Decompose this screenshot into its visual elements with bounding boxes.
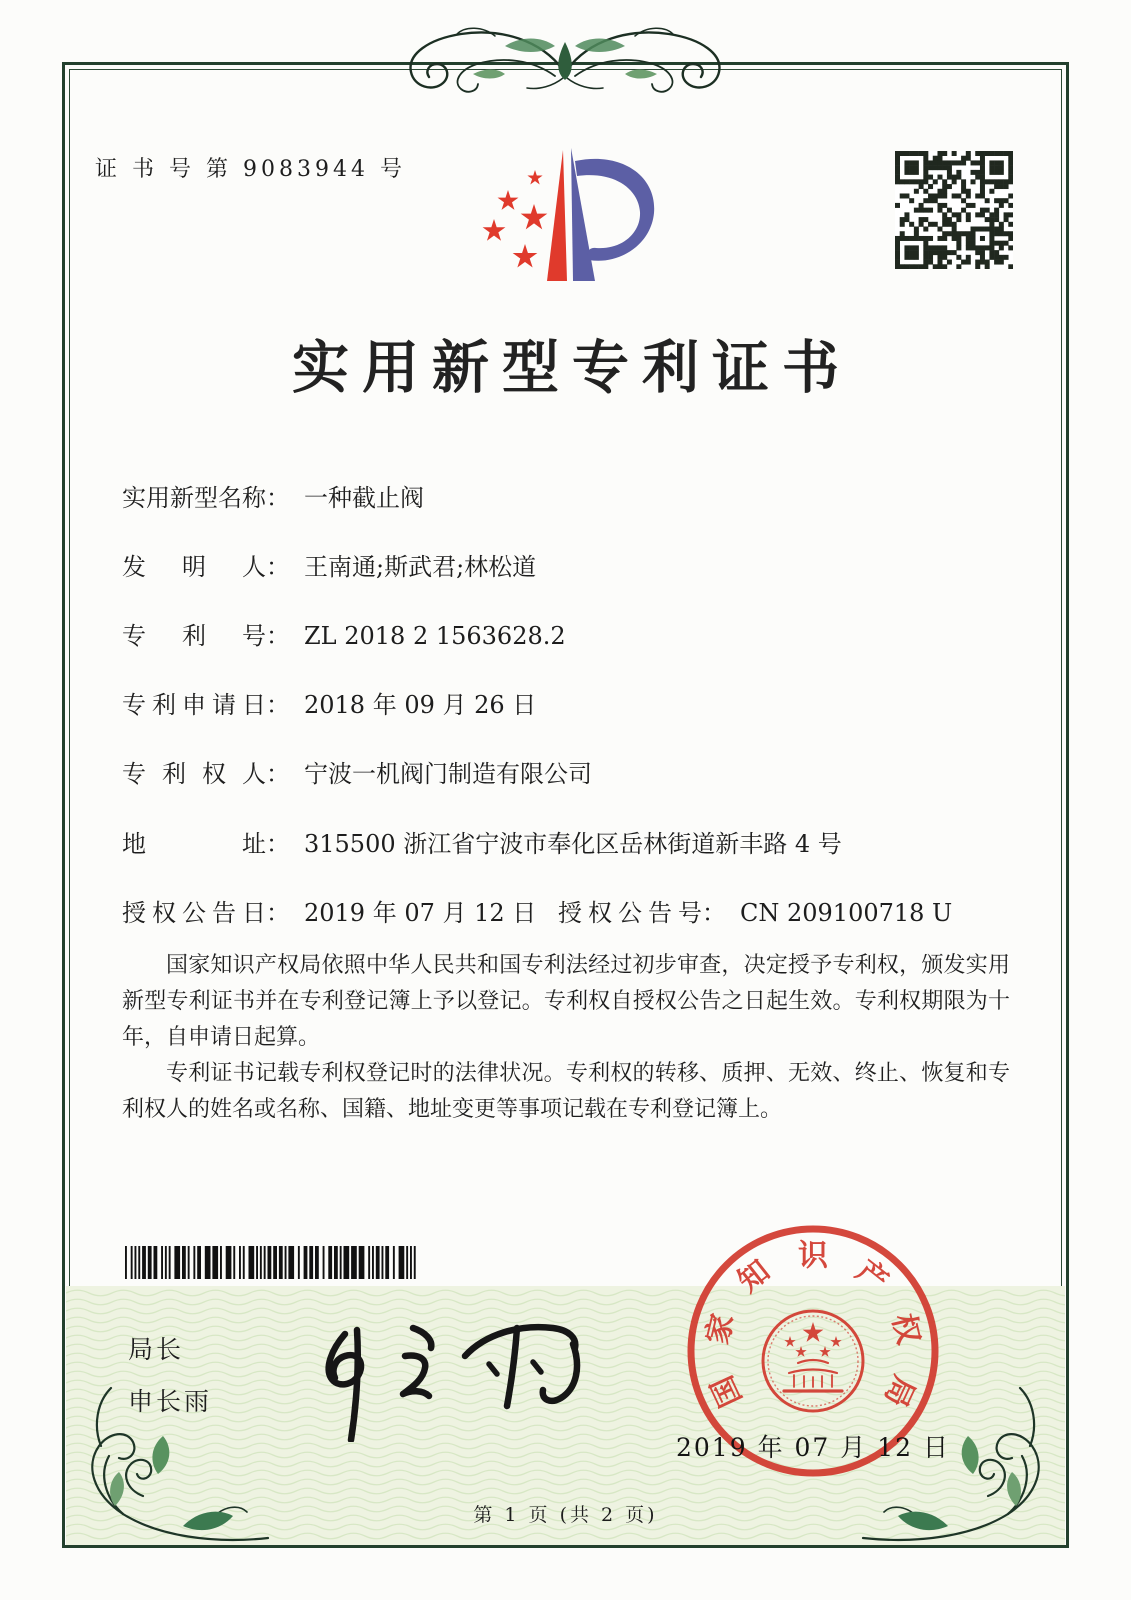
field-label: 实用新型名称 bbox=[122, 484, 266, 512]
field-row-filing-date bbox=[122, 685, 1022, 720]
field-value: 王南通;斯武君;林松道 bbox=[304, 553, 537, 581]
grant-number-label: 授权公告号 bbox=[558, 899, 702, 927]
field-colon: ： bbox=[266, 899, 290, 927]
certificate-title: 实用新型专利证书 bbox=[292, 334, 852, 401]
field-row-inventors bbox=[122, 547, 1022, 582]
field-label: 专利号 bbox=[122, 622, 266, 650]
cnipa-logo bbox=[455, 131, 665, 299]
page-number: 第 1 页 (共 2 页) bbox=[473, 1504, 658, 1526]
grant-date-value: 2019 年 07 月 12 日 bbox=[304, 899, 537, 927]
top-flourish-ornament bbox=[345, 12, 785, 104]
field-label: 专利权人 bbox=[122, 760, 266, 788]
grant-date-label: 授权公告日 bbox=[122, 899, 266, 927]
field-colon: ： bbox=[266, 622, 290, 650]
field-colon: ： bbox=[266, 691, 290, 719]
commissioner-title: 局长 bbox=[128, 1335, 185, 1364]
field-label: 专利申请日 bbox=[122, 691, 266, 719]
field-row-name bbox=[122, 478, 1022, 513]
field-value: 宁波一机阀门制造有限公司 bbox=[304, 760, 592, 788]
field-row-patentee bbox=[122, 754, 1022, 789]
svg-text:家: 家 bbox=[700, 1310, 742, 1348]
field-row-grant bbox=[122, 893, 1022, 928]
svg-text:国: 国 bbox=[704, 1370, 750, 1413]
field-value: 一种截止阀 bbox=[304, 484, 424, 512]
qr-code bbox=[895, 151, 1013, 269]
field-row-address bbox=[122, 824, 1022, 859]
svg-text:产: 产 bbox=[849, 1253, 895, 1300]
commissioner-name: 申长雨 bbox=[128, 1387, 213, 1416]
grant-number-group bbox=[558, 893, 952, 928]
svg-text:权: 权 bbox=[884, 1310, 926, 1348]
field-value: ZL 2018 2 1563628.2 bbox=[304, 622, 566, 650]
field-label: 地址 bbox=[122, 830, 266, 858]
grant-number-value: CN 209100718 U bbox=[740, 899, 953, 927]
field-value: 315500 浙江省宁波市奉化区岳林街道新丰路 4 号 bbox=[304, 830, 842, 858]
field-colon: ： bbox=[266, 553, 290, 581]
field-colon: ： bbox=[266, 484, 290, 512]
field-colon: ： bbox=[266, 760, 290, 788]
field-label: 发明人 bbox=[122, 553, 266, 581]
field-colon: ： bbox=[702, 899, 726, 927]
legal-paragraph-2: 专利证书记载专利权登记时的法律状况。专利权的转移、质押、无效、终止、恢复和专利权人的姓名或名称、国籍、地址变更等事项记载在专利登记簿上。 bbox=[122, 1061, 1010, 1122]
signature-handwriting bbox=[285, 1272, 615, 1442]
certificate-number: 证 书 号 第 9083944 号 bbox=[95, 157, 406, 182]
field-colon: ： bbox=[266, 830, 290, 858]
field-row-patent-number bbox=[122, 616, 1022, 651]
seal-date: 2019 年 07 月 12 日 bbox=[676, 1433, 950, 1462]
legal-text-block bbox=[122, 948, 1010, 1128]
svg-text:识: 识 bbox=[798, 1238, 828, 1274]
legal-paragraph-1: 国家知识产权局依照中华人民共和国专利法经过初步审查，决定授予专利权，颁发实用新型专利证书并在专利登记簿上予以登记。专利权自授权公告之日起生效。专利权期限为十年，自申请日起算。 bbox=[122, 953, 1010, 1050]
svg-text:知: 知 bbox=[731, 1253, 777, 1300]
field-value: 2018 年 09 月 26 日 bbox=[304, 691, 537, 719]
svg-text:局: 局 bbox=[876, 1370, 922, 1413]
